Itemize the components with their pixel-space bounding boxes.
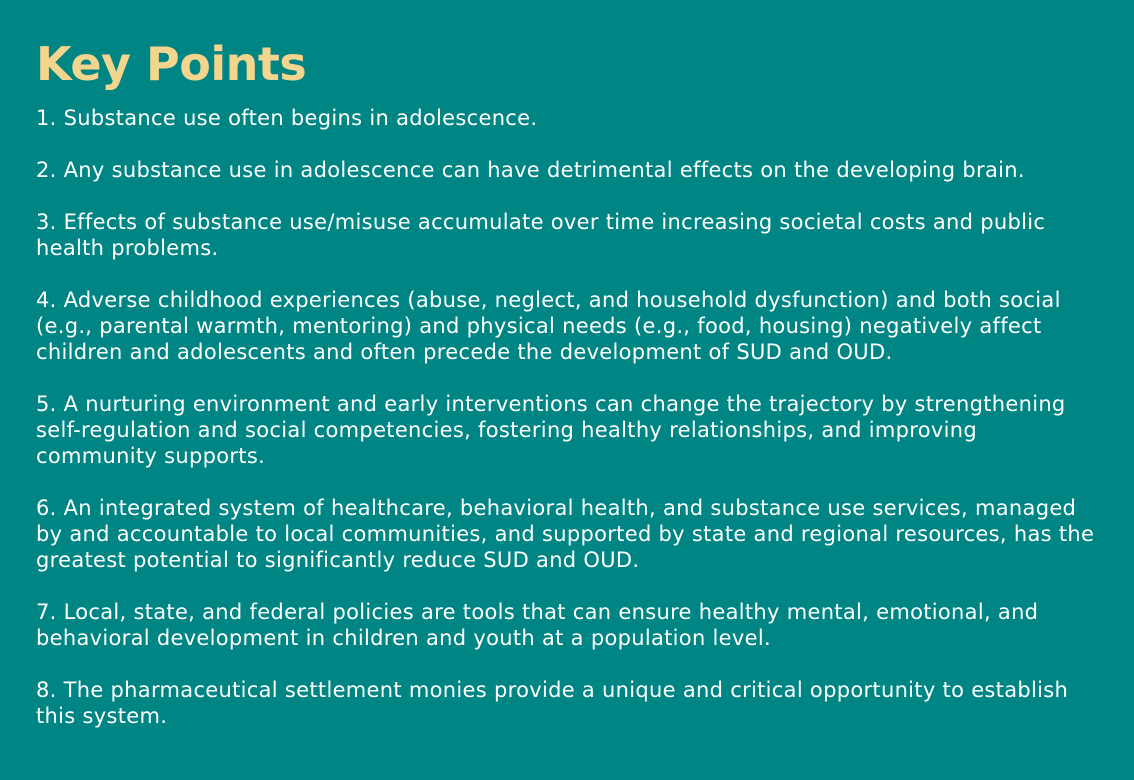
key-point-6: 6. An integrated system of healthcare, behavioral health, and substance use services, managed by and accountable to local communities, and supported by state and regional resources, has the greatest potential to significantly reduce SUD and OUD. [36, 496, 1095, 572]
key-point-1: 1. Substance use often begins in adolescence. [36, 106, 538, 130]
key-points-list [36, 105, 1104, 729]
key-point-8: 8. The pharmaceutical settlement monies provide a unique and critical opportunity to establish this system. [36, 678, 1069, 728]
key-point-2: 2. Any substance use in adolescence can have detrimental effects on the developing brain. [36, 158, 1025, 182]
slide-title: Key Points [36, 37, 307, 91]
key-point-5: 5. A nurturing environment and early interventions can change the trajectory by strengthening self-regulation and social competencies, fostering healthy relationships, and improving community supports. [36, 392, 1066, 468]
key-point-4: 4. Adverse childhood experiences (abuse, neglect, and household dysfunction) and both social (e.g., parental warmth, mentoring) and physical needs (e.g., food, housing) negatively affect children and adolescents and often precede the development of SUD and OUD. [36, 288, 1061, 364]
key-point-7: 7. Local, state, and federal policies are tools that can ensure healthy mental, emotional, and behavioral development in children and youth at a population level. [36, 600, 1039, 650]
key-point-3: 3. Effects of substance use/misuse accumulate over time increasing societal costs and public health problems. [36, 210, 1046, 260]
